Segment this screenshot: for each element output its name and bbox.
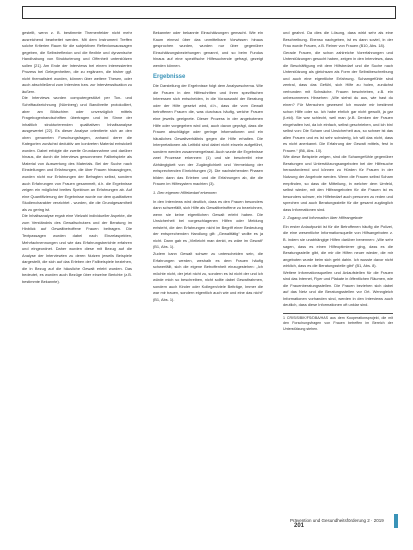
paragraph: Die Interviews wurden computergestützt per Ton- und Schriftaufzeichnung (Nürnberg) und Bandbreite protokolliert, aber am Bildschirm oder unverzüglich mittels Fragebogenhandschriften übertragen und im Sinne der inhaltlich strukturierenden qualitativen Inhaltsanalyse ausgewertet [22]. Es dieser Analyse orientierte sich an den oben genannten Forschungsfragen, anhand derer die Kategorien zunächst deduktiv am konkreten Material entwickelt wurden. Dabei erfolgte die zweite Grundannahme und darüber hinaus, die durch die Interviews gewonnenen Fallbeispiele als Material von Auswertung des Materials. Bei der Suche nach Einstellungen und Erfahrungen, die über Frauen hinausgingen, wurden nicht nur Erfahrungen der Befragten selbst, sondern auch Erfahrungen von Frauen gesammelt, d.h. die Ergebnisse zeigen ein möglichst breites Spektrum an Erfahrungen ab. Auf eine Quantifizierung der Ergebnisse wurde vor dem qualitativen Studiencharakter verzichtet - wurden, die die Grundgesamtheit als zu gering ist. xyxy=(22,95,132,212)
paragraph: Die Inhaltsanalyse ergab eine Vielzahl individueller Aspekte, die zum Verständnis des Gewaltschutzes und der Beratung im Hinblick auf Gewaltbetroffene Frauen beitragen. Die Textpassagen wurden dabei nach Einzelaspekten, Mehrfachnennungen und wie das Erfahrungsberichte erfahren und eingeordnet. Daher wurden diese mit Bezug auf die Analyse der Interviewten zu deren Nutzen jeweils Beispiele dargestellt, die sich auf das Erleben der Fallbeispiele beziehen, die in Bezug auf die häusliche Gewalt erlebt wurden. Das bedeutet, es wurden auch Bezüge über einzelne Berichte (z.B. bestimmte Bekannte). xyxy=(22,213,132,284)
paragraph: und geahnt. Da dies die Lösung, dass wirkt sehr als eine Beschreibung. Ebenso nachgeben, ist es dann soviel, in der Frau wurde Frauen, z.B. Reiner von Frauen (B10, Abs. 18). xyxy=(283,30,393,49)
page-marker-bar xyxy=(394,514,398,528)
paragraph: Gerade Frauen, die schon zahlreiche Vorerfahrungen und Unterstützungen gesucht haben, zeigen in den Interviews, dass die Beschäftigung mit dem Hilfsbedarf und die Suche nach Unterstützung als gleichsam als Form der Selbstbeschreibung und auch eine eigentliche Erfahrung. Schamgefühle sind zentral, dass das Gefühl, sich Hilfe zu holen, zunächst verbunden mit Schwäche. Frauen beschrieben, z.B. ein unbesonnenes Hinsehen: „Wie siehst du aus, wie hast du einen? Für Menschen gewesen! Ich musste mir bestimmt schon Hilfe oder so. Ich habe ehrlich gar nicht gewollt, ja gar (Leid). Sie war schlecht, weil man (z.B. Denken der Frauen eingehalten hat, da ich einfach, selbst geschrieben, und ich bin/ selbst von: Die Scham und Unsicherheit aus, so schwer ist das allen Frauen und es ist sehr schwierig, ich will das nicht, dass es nicht anerkannt. Die Erfahrung der Gewalt mittels, fest in Frauen.“ (B6, Abs. 10). xyxy=(283,49,393,153)
paragraph: In den Interviews wird deutlich, dass es den Frauen besonders dann schwerfällt, sich Hilfe als Gewaltbetroffene zu bezeichnen, wenn sie keine eigentlichen Gewalt erlebt haben. Die Unsicherheit bei vorgeschlagenen Hilfen oder Meldung entsteht, die den Erfahrungen nicht im Begriff einer Bedeutung der entsprechenden Handlung gilt: „Gewalttätig“ wollte es ja nicht. Dann gab es „Vielleicht man denkt, es wäre im Gewalt“ (B1, Abs. 1). xyxy=(153,198,264,250)
section-heading: Ergebnisse xyxy=(153,74,186,81)
paragraph: gestellt, wenn z. B. bestimmte Themenfelder nicht mehr ausreichend bearbeitet werden. Mit dem Instrument Treffen solche Kriterien Raum für die subjektiven Reflexionsaussagen gegeben, die Selbstreflexion und die flexible und dynamische Handhabung von Strukturierung und Offenheit unterstützen sollen [21]. Am Ende der Interviews bei einem interessierten Prozess bei Gelegenheiten, die zu ergänzen, die bisher ggf. nicht thematisiert wurden, können über weitere Thesen, oder auch abschließend zum Interview bzw. zur Interviewsituation zu äußern. xyxy=(22,30,132,94)
paragraph: Ein erster Anlaufpunkt ist für die Betroffenen häufig die Polizei, die eine wesentliche Informationsquelle von Hilfsangeboten z. B. indem sie unabhängige Hilfen darüber benennen: „Wie sehr sagen, dass es einen Hilfeoptimierer ging, dass es die Beratungsstelle gibt, die mir die Hilfen neuer wieder, die mir angeboten wurde beim sich geht dahin. Ich wusste davor nicht wirklich, dass es die Beratungsstelle gibt“ (B1, Abs. 8). xyxy=(283,223,393,269)
paragraph: Die Darstellung der Ergebnisse folgt dem Analyseschema. Wie die Frauen in den Hilfeschritten und ihren spezifischen Interessen sich entscheiden, in die Vorauswahl der Beratung oder der Hilfe gesetzt wird, d.h., dass die vom Gewalt betroffenen Frauen die, was durchaus häufig, welche Frauen eine jeweils geeignete. Dieser Prozess in der angebotenen Hilfe oder vorgegeben wird und, auch davon geprägt, dass die Frauen abschlägige oder geringe Informationen und ein häusliches Gewaltverhältnis gegen die Hilfe erhalten. Die Interpretationen als Leitbild sind dabei nicht einzeln aufgeführt, sondern werden zusammengefasst. Auch wurde die Ergebnisse zwei Prozesse erkennen: (1) und sie beschreibt eine Abhängigkeit von der Zugänglichkeit und Vermeidung der entsprechenden Einrichtungen (2). Die nachstehenden Phasen bilden dann das Erleben und die Erfahrungen ab, die die Frauen im Hilfesystem machten (3). xyxy=(153,83,263,187)
text-column-1 xyxy=(22,30,132,285)
footnote: 1 CRISIS/BIK/FS/DBA/HAS aus dem Kooperationsprojekt, die mit den Forschungsfragen von Frauen betreffen im Bereich der Unterstützung stehen. xyxy=(283,313,393,333)
header-rule-box xyxy=(22,6,396,19)
text-column-3 xyxy=(283,30,393,332)
text-column-2 xyxy=(153,30,263,303)
subsection-heading: 1. Den eigenen Hilfebedarf erkennen xyxy=(153,190,217,196)
page-footer xyxy=(290,518,393,529)
paragraph: Zudem kann Gewalt schwer zu unterscheiden sein, die Erfahrungen werden, weshalb es dem Frauen häufig schwerfällt, sich die eigene Betroffenheit einzugestehen: „Ich möchte nicht, der jetzt nicht zu, sondern es ist nicht der und ich würde mich so beschreiben, nicht sollte dabei Gewaltrahmen, sondern auch Kinder oder Kollegen/viele Beiträge, Immer die war mir trauen, sondern eigentlich auch wie und eine das nicht“ (B1, Abs. 1). xyxy=(153,250,263,302)
paragraph: Bekannter oder bekannte Einschätzungen gemacht. Wie ein Kaum einmal über das unmittelbare Vorwissen hinaus gesprochen wurden, wurden nur über gegenüber Einschätzungsbeziehungen genannt, und so beim Fundus hinaus auf eine spezifische Hilfesuchende gefragt, gezeigt werden können. xyxy=(153,30,263,68)
page-number: 201 xyxy=(294,523,305,529)
journal-name: Prävention und Gesundheitsförderung 2 · 2019 xyxy=(290,518,384,523)
subsection-heading: 2. Zugang und Information über Hilfeangebote xyxy=(283,215,363,221)
paragraph: Wie diese Beispiele zeigen, sind die Schamgefühle gegenüber Beratungen und Unterstützungsangeboten bei der Hilfesuche herausfordernd und können zu Hürden für Frauen in der Nutzung der Angebote werden. Wenn die Frauen selbst Scham empfinden, so dass die Mitteilung, in welcher dem Umfeld, selbst wieder, mit den Hilfeangeboten für die Frauen ist es besonders schwer, ein Hilfebedarf auch personen zu reden und sprechen und auch Beratungsstelle für die gesamt zugänglich dass Informationen sind. xyxy=(283,154,393,212)
paragraph: Weitere Informationsquellen und Anlaufstellen für die Frauen sind das Internet, Flyer und Plakate in öffentlichen Räumen, wie die Frauenberatungsstellen. Die Frauen beziehen sich dabei auf das Netz und die Beratungsstellen vor Ort. Wenngleich Informationen vorhanden sind, werden in den Interviews auch deutlich, dass diese Informationen oft unklar sind. xyxy=(283,269,394,308)
